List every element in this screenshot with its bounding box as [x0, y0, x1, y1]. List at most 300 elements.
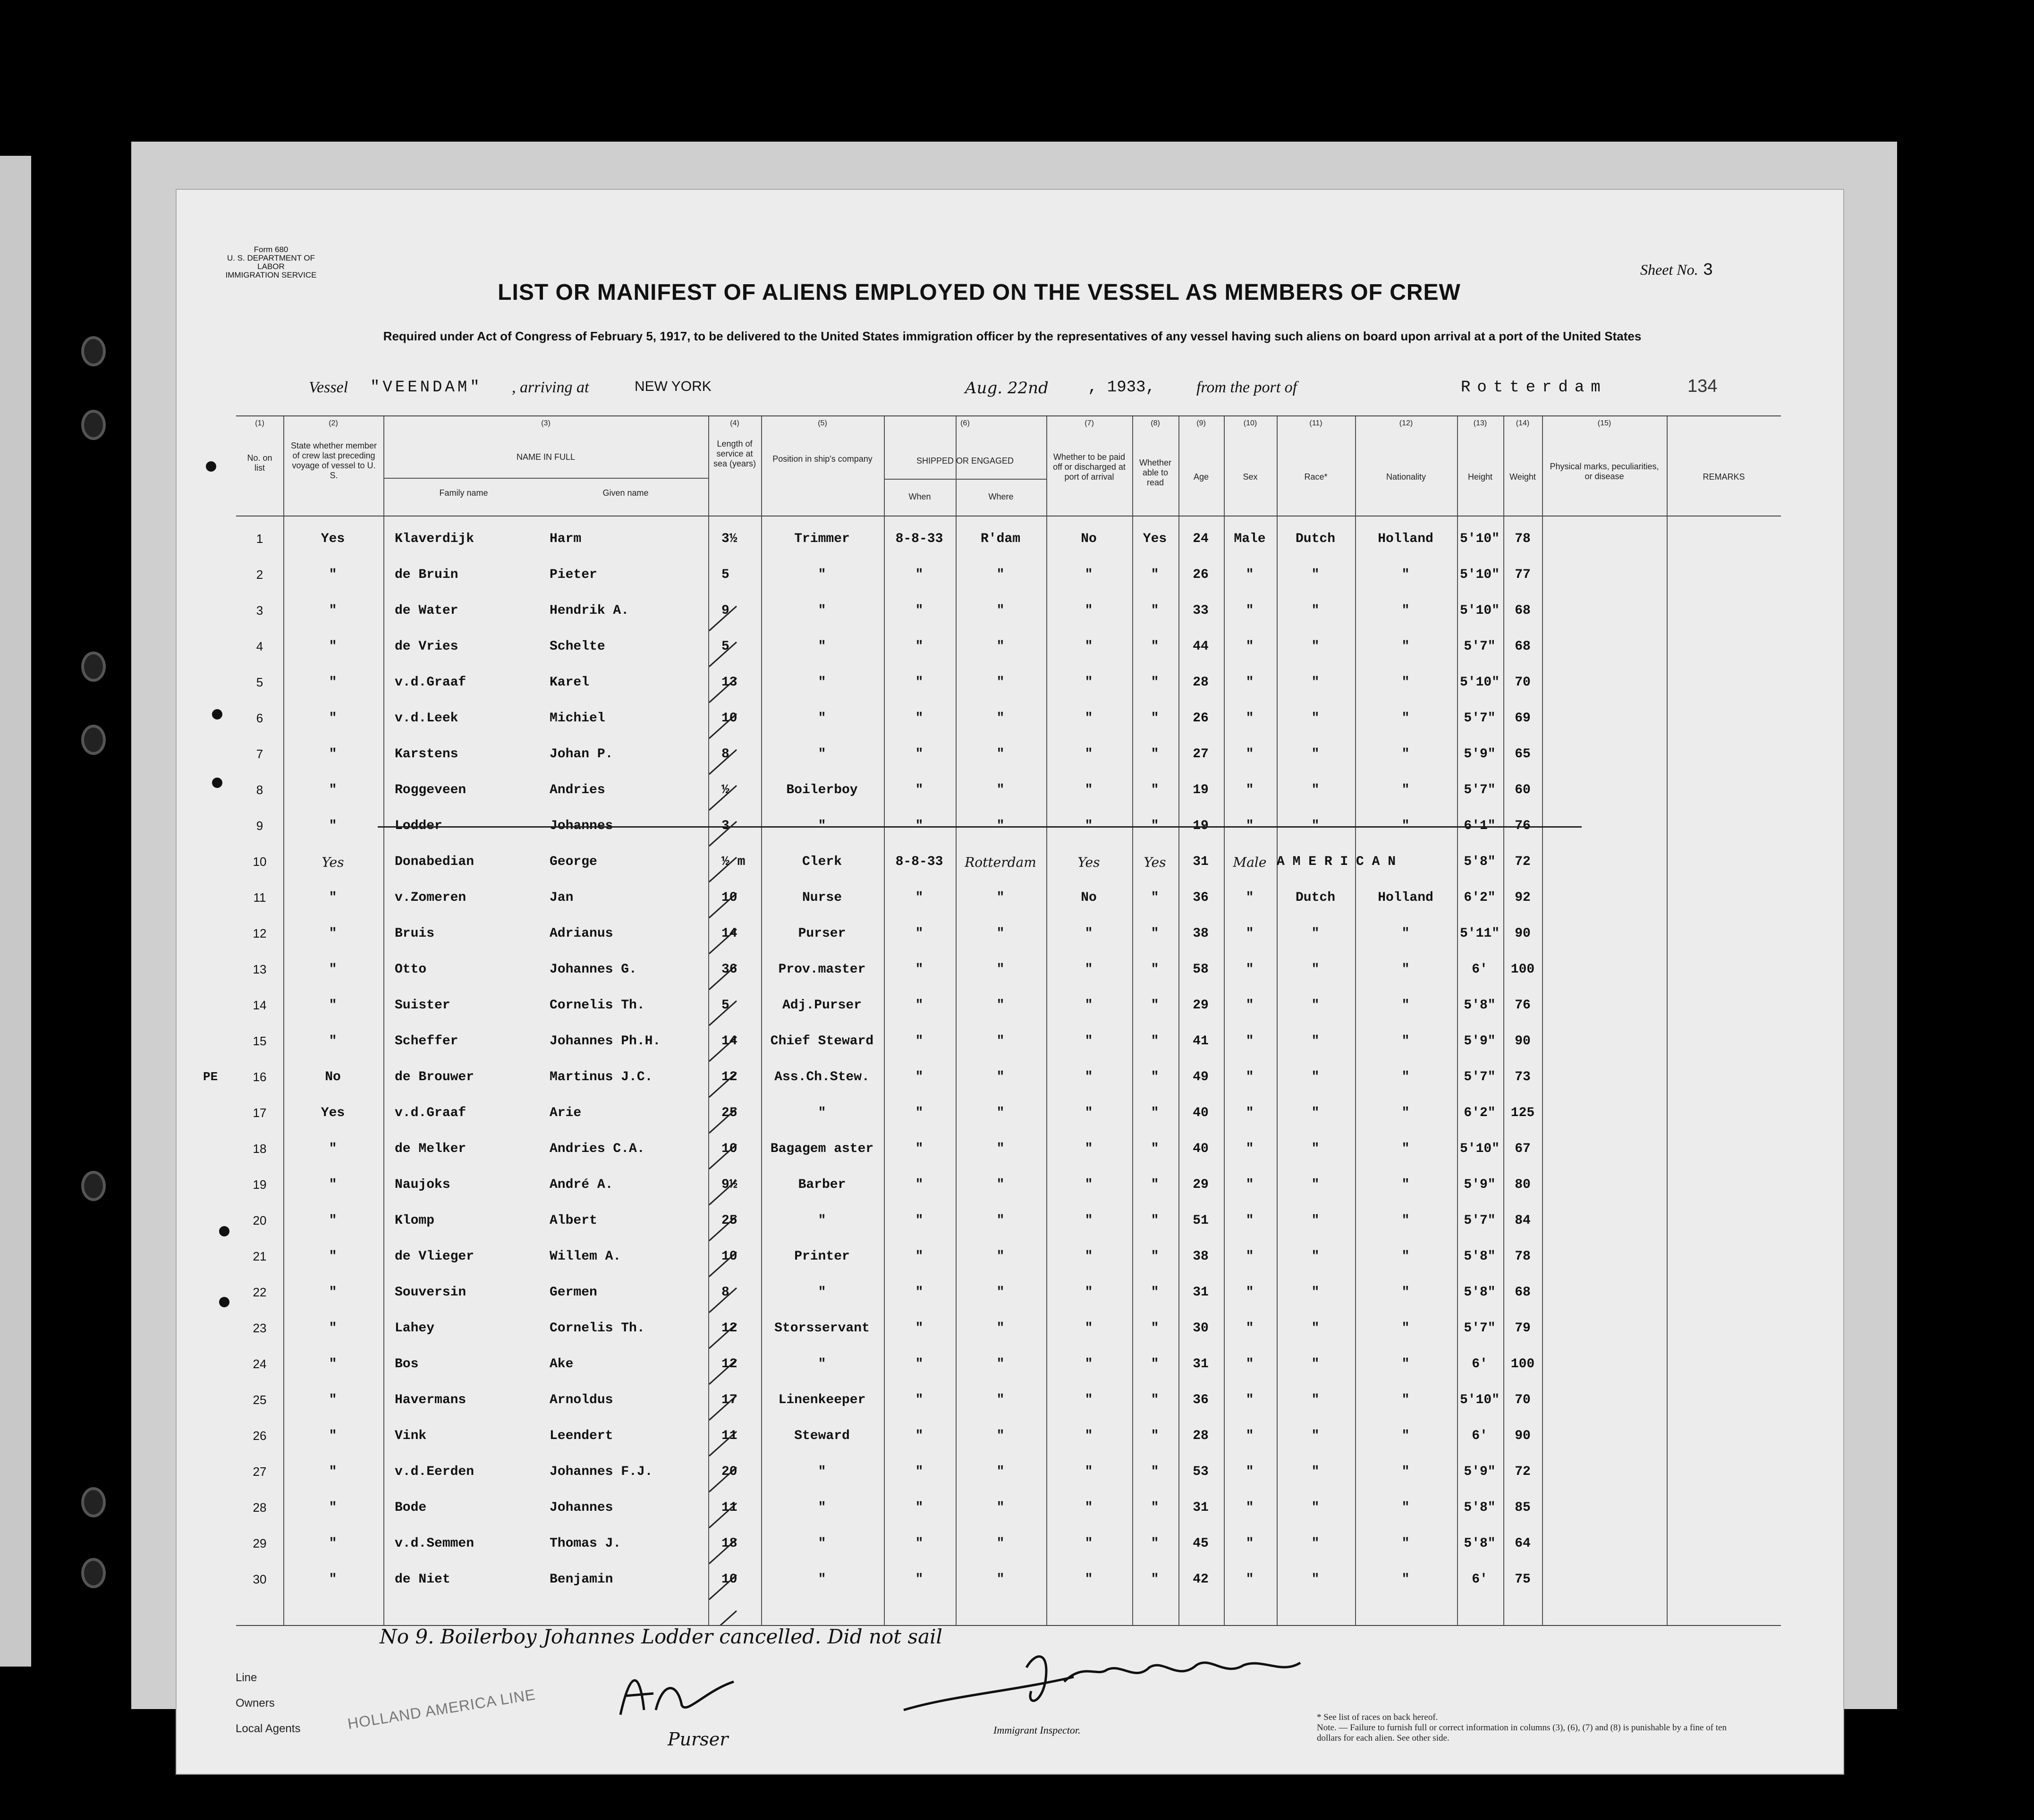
cell-no: 1	[256, 532, 263, 546]
cell-sex: "	[1246, 1536, 1254, 1551]
cell-age: 26	[1193, 711, 1209, 726]
cell-position: Steward	[794, 1429, 850, 1443]
cell-nat: Holland	[1378, 532, 1433, 546]
cell-no: 4	[256, 639, 263, 653]
cell-no: 8	[256, 783, 263, 797]
cell-given: Hendrik A.	[550, 603, 629, 618]
cell-nat: "	[1401, 1536, 1410, 1551]
vessel-label: Vessel	[309, 379, 348, 396]
cell-no: 14	[253, 998, 267, 1012]
binder-hole	[81, 336, 106, 366]
cell-weight: 90	[1515, 1034, 1531, 1049]
cell-height: 6'1"	[1464, 819, 1496, 833]
cell-weight: 100	[1510, 1357, 1535, 1371]
table-row	[236, 1562, 1781, 1598]
cell-paid: "	[1085, 1177, 1093, 1192]
cell-family: v.d.Eerden	[395, 1464, 475, 1479]
cell-given: Arie	[550, 1106, 582, 1120]
header-age: Age	[1193, 472, 1209, 482]
cell-nat: "	[1401, 926, 1410, 941]
cell-height: 6'2"	[1464, 1106, 1496, 1120]
cell-nat: "	[1401, 1572, 1410, 1587]
cell-height: 5'10"	[1459, 675, 1500, 690]
cell-length: 10	[721, 890, 737, 905]
table-row	[236, 988, 1781, 1024]
cell-age: 41	[1193, 1034, 1209, 1049]
cell-paid: "	[1085, 567, 1093, 582]
cell-given: Johannes Ph.H.	[550, 1034, 661, 1049]
cell-read: Yes	[1144, 855, 1166, 870]
cell-paid: "	[1085, 675, 1093, 690]
cell-when: "	[915, 1429, 924, 1443]
ink-dot	[219, 1226, 229, 1236]
cell-prev: "	[329, 1177, 337, 1192]
cell-when: "	[915, 675, 924, 690]
strikethrough-line	[378, 826, 1582, 828]
cell-race: "	[1311, 1572, 1320, 1587]
crew-manifest-table: (1) (2) (3) (4) (5) (6) (7) (8) (9) (10) (11) (12) (13) (14) (15) No. on list State whether member of crew last preceding voyage of vessel to U. S. NAME IN FULL Family name Given name Length of service at sea (years) Position in ship's company SHIPPED OR ENGAGED When Where Whether to be paid off or discharged at port of arrival Whether able to read Age Sex Race* Nationality Height Weight Physical marks, peculiarities, or disease REMARKS 1 Yes Klaverdijk Harm 3½ Trimmer 8-8-33 R'dam No Yes 24 Male Dutch Holland 5'10" 78 2 " de Bruin Pieter 5 " " " " " 26 " " " 5'10" 77 3 " de Water Hendrik A. 9 " " " " " 33 " " " 5'10" 68 4 " de Vries Schelte 5 " " " " " 44 " " " 5'7" 68 5 " v.d.Graaf Karel 13 " " " " " 28 " " " 5'10" 70 6 " v.d.Leek Michiel 10 " " " " " 26 " " " 5'7" 69 7 " Karstens Johan P. 8 " " " " " 27 " " " 5'9" 65 8 " Roggeveen Andries ½ Boilerboy " " " " 19 " " " 5'7" 60 9 " Lodder Johannes 3 " " " " " 19 " " " 6'1" 76 10 Yes Donabedian George ½ m Clerk 8-8-33 Rotterdam Yes Yes 31 Male A M E R I C A N 5'8" 72 11 " v.Zomeren Jan 10 Nurse " " No " 36 " Dutch Holland 6'2" 92 12 " Bruis Adrianus 14 Purser " " " " 38 " " " 5'11" 90 13 " Otto Johannes G. 36 Prov.master " " " " 58 " " " 6' 100 14 " Suister Cornelis Th. 5 Adj.Purser " " " " 29 " " " 5'8" 76 15 " Scheffer Johannes Ph.H. 14 Chief Steward " " " " 41 " " " 5'9" 90 16 No de Brouwer Martinus J.C. 12 Ass.Ch.Stew. " " " " 49 " " " 5'7" 73 PE 17 Yes v.d.Graaf Arie 25 " " " " " 40 " " " 6'2" 125 18 " de Melker Andries C.A. 10 Bagagem aster " " " " 40 " " " 5'10" 67 19 " Naujoks André A. 9½ Barber " " " " 29 " " " 5'9" 80 20 " Klomp Albert 25 " " " " " 51 " " " 5'7" 84 21 " de Vlieger Willem A. 10 Printer " " " " 38 " " " 5'8" 78 22 " Souversin Germen 8 " " " " " 31 " " " 5'8" 68 23 " Lahey Cornelis Th. 12 Storsservant " " " " 30 " " " 5'7" 79 24 " Bos Ake 12 " " " " " 31 " " " 6' 100 25 " Havermans Arnoldus 17 Linenkeeper " " " " 36 " " " 5'10" 70 26 " Vink Leendert 11 Steward " " " " 28 " " " 6' 90 27 " v.d.Eerden Johannes F.J. 20 " " " " " 53 " " " 5'9" 72 28 " Bode Johannes 11 " " " " " 31 " " " 5'8" 85 29 " v.d.Semmen Thomas J. 18 " " " " " 45 " " " 5'8" 64 30 " de Niet Benjamin 10 " " " " " 42 " " " 6' 75	[236, 415, 1781, 1626]
cell-given: Cornelis Th.	[550, 998, 645, 1013]
inspector-signature	[894, 1649, 1319, 1719]
arrival-year: , 1933,	[1088, 379, 1155, 397]
cell-where: "	[996, 747, 1005, 762]
cell-paid: "	[1085, 1142, 1093, 1156]
cell-paid: "	[1085, 1572, 1093, 1587]
cell-height: 5'9"	[1464, 747, 1496, 762]
cell-age: 53	[1193, 1464, 1209, 1479]
cell-prev: "	[329, 639, 337, 654]
cell-when: "	[915, 1177, 924, 1192]
cell-sex: Male	[1233, 855, 1267, 870]
cell-family: v.d.Graaf	[395, 675, 466, 690]
cell-no: 12	[253, 926, 267, 940]
cell-paid: "	[1085, 1034, 1093, 1049]
cell-sex: "	[1246, 783, 1254, 797]
cell-family: de Brouwer	[395, 1070, 475, 1084]
cell-when: 8-8-33	[895, 855, 943, 869]
cell-family: Lodder	[395, 819, 442, 833]
cell-weight: 72	[1515, 855, 1531, 869]
cell-position: Trimmer	[794, 532, 850, 546]
cell-sex: "	[1246, 1464, 1254, 1479]
cell-paid: "	[1085, 926, 1093, 941]
cell-no: 15	[253, 1034, 267, 1048]
cell-when: "	[915, 1070, 924, 1084]
sheet-number: Sheet No. 3	[1640, 261, 1713, 280]
vessel-name: "VEENDAM"	[370, 379, 483, 397]
binder-hole	[81, 725, 106, 755]
cell-position: "	[818, 675, 826, 690]
binder-hole	[81, 1558, 106, 1588]
binder-hole	[81, 1487, 106, 1517]
header-nationality: Nationality	[1386, 472, 1426, 482]
table-row	[236, 1275, 1781, 1311]
cell-weight: 90	[1515, 1429, 1531, 1443]
cell-family: de Water	[395, 603, 458, 618]
cell-read: "	[1151, 1034, 1159, 1049]
table-row	[236, 1454, 1781, 1490]
table-row	[236, 844, 1781, 880]
cell-race: "	[1311, 1393, 1320, 1407]
cell-paid: "	[1085, 603, 1093, 618]
header-able-to-read: Whether able to read	[1139, 458, 1172, 487]
table-row	[236, 665, 1781, 701]
cell-when: "	[915, 1285, 924, 1300]
table-row	[236, 952, 1781, 988]
cell-height: 5'8"	[1464, 998, 1496, 1013]
table-row	[236, 1167, 1781, 1203]
cell-weight: 79	[1515, 1321, 1531, 1336]
cell-prev: "	[329, 1213, 337, 1228]
cell-height: 5'8"	[1464, 1536, 1496, 1551]
cell-no: 20	[253, 1213, 267, 1227]
cell-nat: "	[1401, 639, 1410, 654]
cell-read: "	[1151, 890, 1159, 905]
table-row	[203, 1059, 1781, 1095]
cell-position: "	[818, 567, 826, 582]
cell-prev: "	[329, 1142, 337, 1156]
cell-sex: "	[1246, 1285, 1254, 1300]
cell-nat: "	[1401, 603, 1410, 618]
cell-weight: 68	[1515, 1285, 1531, 1300]
cell-length: 9	[721, 603, 729, 618]
cell-nat: "	[1401, 1393, 1410, 1407]
cell-race: "	[1311, 783, 1320, 797]
cell-read: Yes	[1143, 532, 1167, 546]
cell-family: Souversin	[395, 1285, 466, 1300]
cell-paid: No	[1081, 890, 1097, 905]
cell-prev: Yes	[321, 532, 345, 546]
cell-race: "	[1311, 1357, 1320, 1371]
cell-length: 25	[721, 1213, 737, 1228]
cell-prev: No	[325, 1070, 341, 1084]
cell-read: "	[1151, 603, 1159, 618]
table-row	[236, 1346, 1781, 1382]
cell-sex: "	[1246, 747, 1254, 762]
statutory-requirement: Required under Act of Congress of February 5, 1917, to be delivered to the United States immigration officer by the representatives of any vessel having such aliens on board upon arrival at a port of the United States	[383, 329, 1642, 343]
cell-paid: "	[1085, 747, 1093, 762]
cell-given: Andries	[550, 783, 605, 797]
cell-race: "	[1311, 747, 1320, 762]
cell-age: 33	[1193, 603, 1209, 618]
arrival-port: NEW YORK	[635, 379, 712, 394]
cell-length: 10	[721, 1142, 737, 1156]
cell-where: "	[996, 639, 1005, 654]
table-row	[236, 1024, 1781, 1059]
cell-nat: "	[1401, 1464, 1410, 1479]
cell-nat: "	[1401, 1034, 1410, 1049]
cell-read: "	[1151, 1249, 1159, 1264]
cell-given: Pieter	[550, 567, 597, 582]
cell-length: 25	[721, 1106, 737, 1120]
cell-position: Ass.Ch.Stew.	[774, 1070, 870, 1084]
cell-read: "	[1151, 639, 1159, 654]
cell-weight: 69	[1515, 711, 1531, 726]
header-no: No. on list	[247, 453, 272, 473]
cell-where: "	[996, 890, 1005, 905]
table-row	[236, 521, 1781, 557]
cell-length: 10	[721, 1572, 737, 1587]
cell-given: Johan P.	[550, 747, 613, 762]
purser-title: Purser	[668, 1729, 729, 1750]
cell-nat: "	[1401, 1070, 1410, 1084]
cell-no: 26	[253, 1429, 267, 1443]
cell-where: "	[996, 1572, 1005, 1587]
cell-position: "	[818, 1106, 826, 1120]
cell-where: "	[996, 1393, 1005, 1407]
cell-sex: "	[1246, 1034, 1254, 1049]
cell-paid: Yes	[1077, 855, 1100, 870]
cell-race: Dutch	[1295, 890, 1335, 905]
cell-when: "	[915, 1142, 924, 1156]
cell-sex: "	[1246, 819, 1254, 833]
table-row	[236, 1526, 1781, 1562]
cell-read: "	[1151, 747, 1159, 762]
table-row	[236, 629, 1781, 665]
cell-where: "	[996, 1070, 1005, 1084]
cell-when: "	[915, 998, 924, 1013]
cell-sex: "	[1246, 1177, 1254, 1192]
cell-prev: Yes	[322, 855, 344, 870]
cell-family: Karstens	[395, 747, 458, 762]
cell-height: 5'10"	[1459, 532, 1500, 546]
cell-when: 8-8-33	[895, 532, 943, 546]
cell-family: Klaverdijk	[395, 532, 475, 546]
cell-no: 25	[253, 1393, 267, 1407]
cell-where: "	[996, 1285, 1005, 1300]
cell-read: "	[1151, 1500, 1159, 1515]
cell-when: "	[915, 603, 924, 618]
cell-race: "	[1311, 1464, 1320, 1479]
cell-age: 44	[1193, 639, 1209, 654]
cell-where: "	[996, 783, 1005, 797]
cell-race: A M E R I C A N	[1277, 855, 1396, 869]
cell-when: "	[915, 1213, 924, 1228]
cell-paid: "	[1085, 1321, 1093, 1336]
cell-given: Johannes F.J.	[550, 1464, 653, 1479]
cell-length: 17	[721, 1393, 737, 1407]
cell-paid: "	[1085, 1536, 1093, 1551]
cell-length: 12	[721, 1321, 737, 1336]
cell-height: 5'7"	[1464, 1070, 1496, 1084]
cell-race: "	[1311, 1213, 1320, 1228]
cell-when: "	[915, 1034, 924, 1049]
table-row	[236, 880, 1781, 916]
cell-age: 31	[1193, 1500, 1209, 1515]
header-family-name: Family name	[439, 488, 488, 498]
cell-height: 5'8"	[1464, 1249, 1496, 1264]
table-row	[236, 1131, 1781, 1167]
cell-height: 5'8"	[1464, 1500, 1496, 1515]
cell-sex: "	[1246, 639, 1254, 654]
cell-read: "	[1151, 1393, 1159, 1407]
cell-race: "	[1311, 567, 1320, 582]
cell-age: 24	[1193, 532, 1209, 546]
cell-length: ½	[721, 783, 729, 797]
cell-read: "	[1151, 1536, 1159, 1551]
cell-where: R'dam	[980, 532, 1020, 546]
from-port-label: from the port of	[1196, 379, 1297, 396]
table-row	[236, 916, 1781, 952]
cell-read: "	[1151, 998, 1159, 1013]
cell-height: 6'2"	[1464, 890, 1496, 905]
cell-race: "	[1311, 711, 1320, 726]
cell-race: "	[1311, 819, 1320, 833]
cell-prev: "	[329, 783, 337, 797]
cell-length: 5	[721, 639, 729, 654]
cell-height: 5'7"	[1464, 1321, 1496, 1336]
cell-paid: "	[1085, 1393, 1093, 1407]
cell-length: 36	[721, 962, 737, 977]
cell-nat: "	[1401, 1429, 1410, 1443]
cell-when: "	[915, 890, 924, 905]
cell-prev: "	[329, 747, 337, 762]
cell-weight: 68	[1515, 639, 1531, 654]
cell-family: v.d.Graaf	[395, 1106, 466, 1120]
cell-read: "	[1151, 1429, 1159, 1443]
cell-height: 5'9"	[1464, 1177, 1496, 1192]
cell-prev: "	[329, 1464, 337, 1479]
cell-length: 14	[721, 926, 737, 941]
cell-nat: "	[1401, 1142, 1410, 1156]
cell-prev: "	[329, 962, 337, 977]
cell-paid: "	[1085, 1500, 1093, 1515]
cell-nat: "	[1401, 1249, 1410, 1264]
cell-no: 23	[253, 1321, 267, 1335]
cell-age: 40	[1193, 1106, 1209, 1120]
cell-height: 5'7"	[1464, 783, 1496, 797]
cell-no: 2	[256, 567, 263, 582]
cell-where: "	[996, 1536, 1005, 1551]
cell-position: Bagagem aster	[770, 1142, 874, 1156]
cell-nat: "	[1401, 1321, 1410, 1336]
cell-where: "	[996, 1357, 1005, 1371]
cell-position: "	[818, 1500, 826, 1515]
cell-family: v.Zomeren	[395, 890, 466, 905]
cell-race: "	[1311, 675, 1320, 690]
cell-weight: 65	[1515, 747, 1531, 762]
cell-height: 6'	[1472, 1572, 1488, 1587]
cell-no: 9	[256, 819, 263, 833]
cell-prev: "	[329, 1321, 337, 1336]
cell-height: 6'	[1472, 1357, 1488, 1371]
cell-no: 5	[256, 675, 263, 689]
cell-age: 40	[1193, 1142, 1209, 1156]
cell-race: "	[1311, 962, 1320, 977]
cell-position: "	[818, 1213, 826, 1228]
cell-race: "	[1311, 1034, 1320, 1049]
cell-given: Adrianus	[550, 926, 613, 941]
cell-nat: "	[1401, 711, 1410, 726]
cell-given: Johannes	[550, 1500, 613, 1515]
cell-length: 12	[721, 1357, 737, 1371]
cell-where: "	[996, 711, 1005, 726]
cell-sex: "	[1246, 1572, 1254, 1587]
cell-given: Andries C.A.	[550, 1142, 645, 1156]
cell-length: 9½	[721, 1177, 737, 1192]
cell-age: 28	[1193, 1429, 1209, 1443]
cell-sex: "	[1246, 567, 1254, 582]
cell-age: 19	[1193, 783, 1209, 797]
cell-position: Boilerboy	[786, 783, 858, 797]
cell-nat: "	[1401, 1357, 1410, 1371]
check-stroke	[709, 1611, 737, 1625]
cell-sex: "	[1246, 1213, 1254, 1228]
binder-hole	[81, 1171, 106, 1201]
table-row	[236, 1095, 1781, 1131]
cell-where: "	[996, 1213, 1005, 1228]
cell-given: Ake	[550, 1357, 574, 1371]
cell-nat: "	[1401, 1285, 1410, 1300]
company-stamp: HOLLAND AMERICA LINE	[346, 1685, 537, 1733]
cell-family: Suister	[395, 998, 450, 1013]
cell-paid: "	[1085, 639, 1093, 654]
table-row	[236, 1490, 1781, 1526]
cell-paid: "	[1085, 1285, 1093, 1300]
cell-prev: "	[329, 711, 337, 726]
header-height: Height	[1467, 472, 1493, 482]
cell-given: Johannes	[550, 819, 613, 833]
cell-length: ½ m	[721, 855, 746, 869]
cell-nat: "	[1401, 1177, 1410, 1192]
cell-age: 36	[1193, 890, 1209, 905]
cell-race: "	[1311, 1070, 1320, 1084]
header-sex: Sex	[1243, 472, 1258, 482]
vessel-line	[257, 379, 1815, 400]
cell-age: 30	[1193, 1321, 1209, 1336]
cell-read: "	[1151, 926, 1159, 941]
cell-no: 11	[253, 890, 266, 905]
cell-no: 30	[253, 1572, 267, 1586]
cell-position: "	[818, 1357, 826, 1371]
cell-paid: "	[1085, 1464, 1093, 1479]
cell-sex: "	[1246, 1357, 1254, 1371]
cell-race: Dutch	[1295, 532, 1335, 546]
cell-age: 28	[1193, 675, 1209, 690]
cell-family: de Bruin	[395, 567, 458, 582]
cell-paid: "	[1085, 1429, 1093, 1443]
cell-race: "	[1311, 926, 1320, 941]
cell-prev: "	[329, 890, 337, 905]
cell-weight: 60	[1515, 783, 1531, 797]
cell-weight: 70	[1515, 675, 1531, 690]
cell-family: Bode	[395, 1500, 427, 1515]
cell-when: "	[915, 1321, 924, 1336]
cell-given: André A.	[550, 1177, 613, 1192]
cell-where: "	[996, 1500, 1005, 1515]
cell-height: 5'7"	[1464, 711, 1496, 726]
cell-where: Rotterdam	[965, 855, 1036, 870]
cell-given: George	[550, 855, 597, 869]
cell-when: "	[915, 926, 924, 941]
cell-length: 3½	[721, 532, 737, 546]
cell-position: "	[818, 1572, 826, 1587]
cell-paid: "	[1085, 1106, 1093, 1120]
cell-given: Jan	[550, 890, 574, 905]
cell-race: "	[1311, 639, 1320, 654]
cell-family: de Niet	[395, 1572, 450, 1587]
cell-nat: "	[1401, 998, 1410, 1013]
table-row	[236, 593, 1781, 629]
cell-family: de Vlieger	[395, 1249, 475, 1264]
cell-nat: "	[1401, 1106, 1410, 1120]
cell-age: 45	[1193, 1536, 1209, 1551]
table-row	[236, 1203, 1781, 1239]
header-weight: Weight	[1509, 472, 1536, 482]
cell-age: 36	[1193, 1393, 1209, 1407]
handwritten-cancellation-note: No 9. Boilerboy Johannes Lodder cancelled. Did not sail	[380, 1625, 942, 1648]
cell-no: 16	[253, 1070, 267, 1084]
